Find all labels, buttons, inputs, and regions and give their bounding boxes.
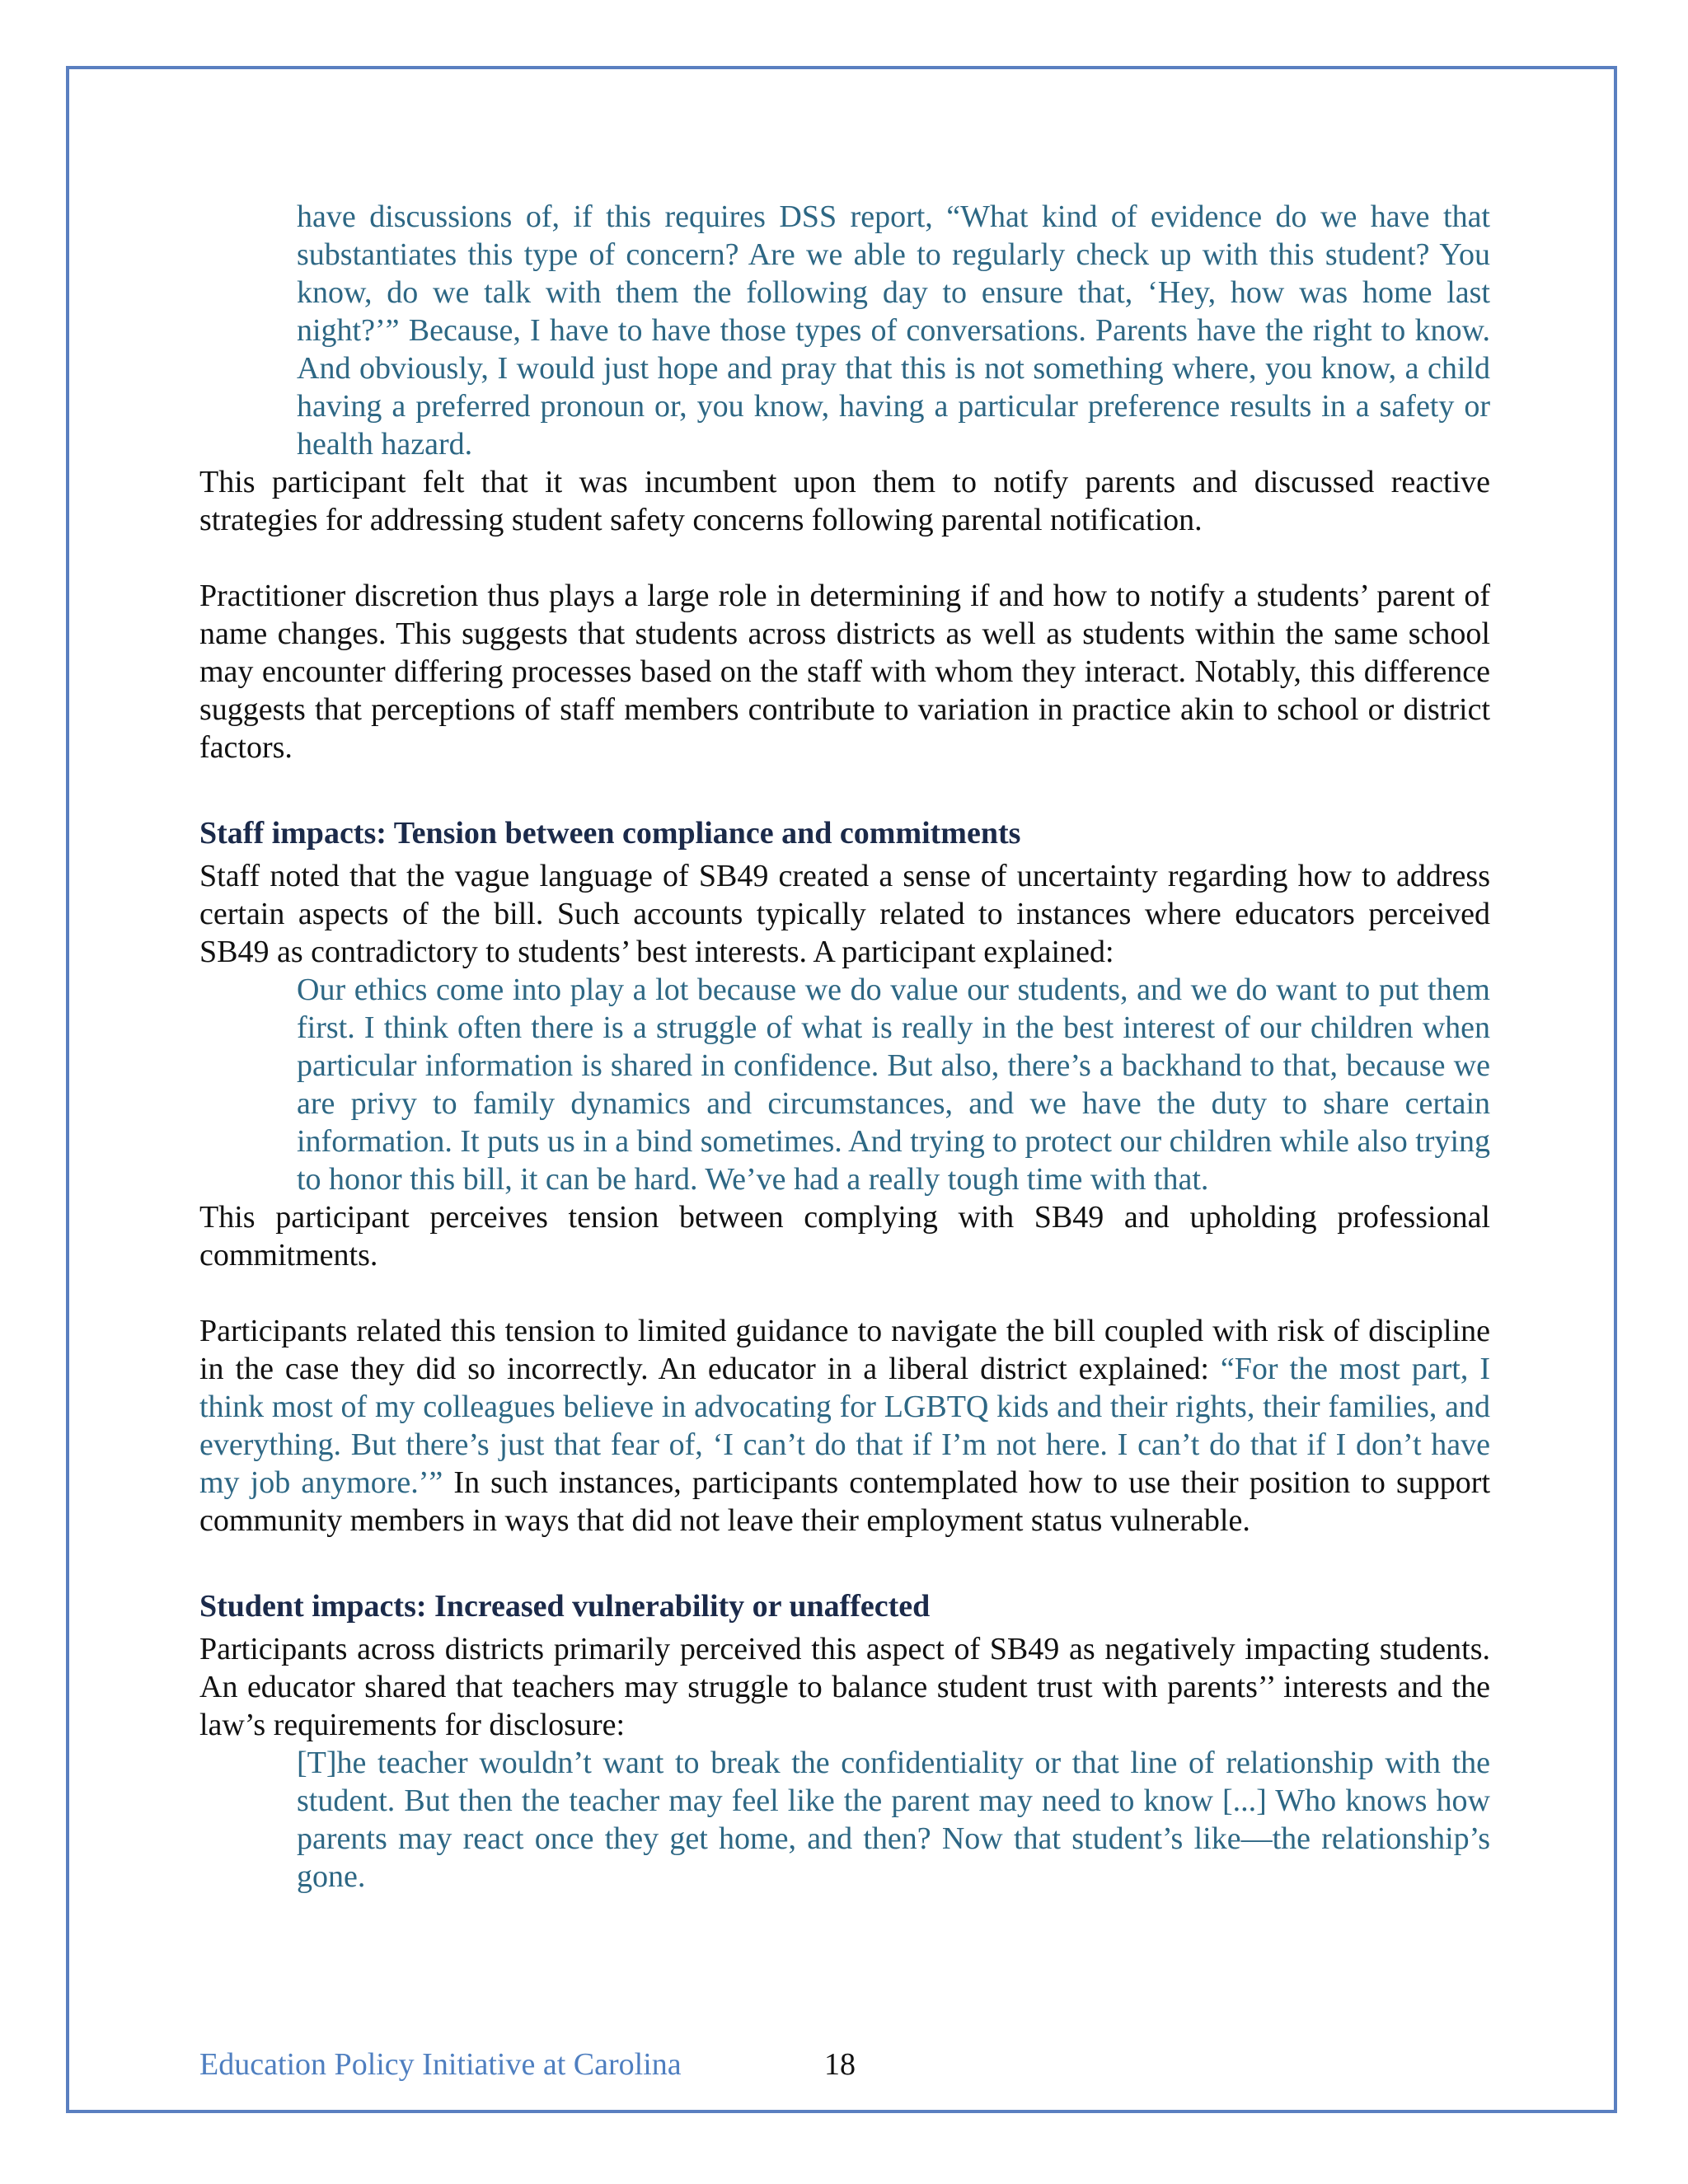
section-heading-staff-impacts: Staff impacts: Tension between compliance and commitments	[199, 816, 1021, 851]
paragraph-incumbent: This participant felt that it was incumbent upon them to notify parents and discussed reactive strategies for addressing student safety concerns following parental notification.	[199, 465, 1490, 537]
paragraph-limited-guidance	[199, 1312, 1490, 1540]
inline-quote-colleagues: “For the most part, I think most of my colleagues believe in advocating for LGBTQ kids and their rights, their families, and everything. But there’s just that fear of, ‘I can’t do that if I’m not here. I can’t do that if I don’t have my job anymore.’”	[199, 1352, 1490, 1500]
footer-organization: Education Policy Initiative at Carolina	[199, 2047, 682, 2082]
block-quote-ethics: Our ethics come into play a lot because we do value our students, and we do want to put them first. I think often there is a struggle of what is really in the best interest of our children when particular information is shared in confidence. But also, there’s a backhand to that, because we are privy to family dynamics and circumstances, and we have the duty to share certain information. It puts us in a bind sometimes. And trying to protect our children while also trying to honor this bill, it can be hard. We’ve had a really tough time with that.	[297, 972, 1491, 1197]
section-heading-student-impacts: Student impacts: Increased vulnerability or unaffected	[199, 1589, 931, 1624]
page-footer	[199, 2046, 1490, 2083]
paragraph-tension: This participant perceives tension between complying with SB49 and upholding professional commitments.	[199, 1200, 1490, 1272]
document-body	[199, 198, 1490, 1896]
page-number: 18	[824, 2047, 856, 2082]
block-quote-dss: have discussions of, if this requires DSS report, “What kind of evidence do we have that substantiates this type of concern? Are we able to regularly check up with this student? You know, do we talk with them the following day to ensure that, ‘Hey, how was home last night?’” Because, I have to have those types of conversations. Parents have the right to know. And obviously, I would just hope and pray that this is not something where, you know, a child having a preferred pronoun or, you know, having a particular preference results in a safety or health hazard.	[297, 199, 1490, 462]
block-quote-confidentiality: [T]he teacher wouldn’t want to break the confidentiality or that line of relationship with the student. But then the teacher may feel like the parent may need to know [...] Who knows how parents may react once they get home, and then? Now that student’s like—the relationship’s gone.	[297, 1746, 1490, 1894]
paragraph-limited-guidance-tail: In such instances, participants contemplated how to use their position to support community members in ways that did not leave their employment status vulnerable.	[199, 1465, 1490, 1538]
paragraph-negative-impact: Participants across districts primarily perceived this aspect of SB49 as negatively impacting students. An educator shared that teachers may struggle to balance student trust with parents’’ interests and the law’s requirements for disclosure:	[199, 1632, 1490, 1742]
paragraph-vague-language: Staff noted that the vague language of SB49 created a sense of uncertainty regarding how to address certain aspects of the bill. Such accounts typically related to instances where educators perceived SB49 as contradictory to students’ best interests. A participant explained:	[199, 859, 1490, 969]
paragraph-practitioner-discretion: Practitioner discretion thus plays a large role in determining if and how to notify a students’ parent of name changes. This suggests that students across districts as well as students within the same school may encounter differing processes based on the staff with whom they interact. Notably, this difference suggests that perceptions of staff members contribute to variation in practice akin to school or district factors.	[199, 579, 1490, 765]
paragraph-limited-guidance-lead: Participants related this tension to limited guidance to navigate the bill coupled with risk of discipline in the case they did so incorrectly. An educator in a liberal district explained:	[199, 1314, 1490, 1386]
